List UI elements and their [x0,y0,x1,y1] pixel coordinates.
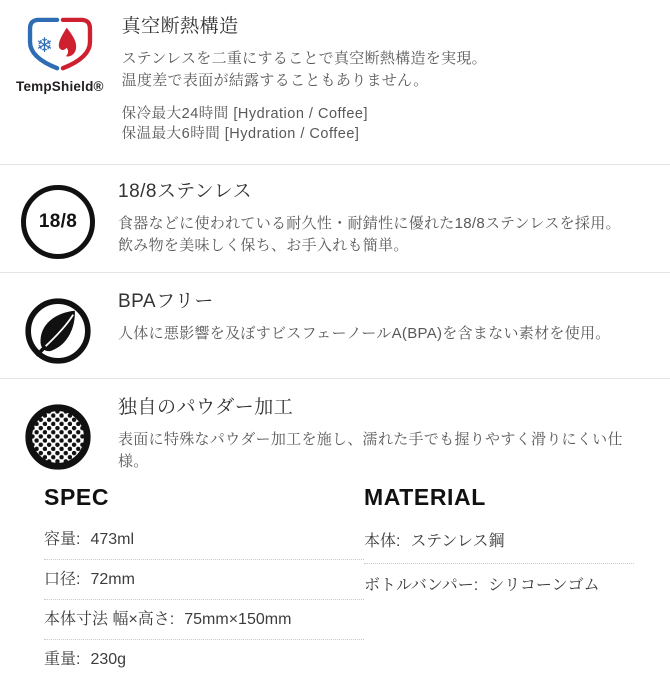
feature-title: 真空断熱構造 [121,16,239,37]
spec-row-mouth-diameter [44,560,364,600]
material-row-bumper [364,564,634,607]
spec-label: 口径: [44,571,81,588]
feature-content [104,14,660,164]
spec-label: 本体寸法 幅×高さ: [44,611,175,628]
insulation-notes [122,104,660,144]
spec-value: 473ml [90,531,135,548]
feature-title: 独自のパウダー加工 [118,397,294,418]
stainless-icon-col [16,179,100,272]
feature-powder-coating [0,378,670,478]
spec-row-capacity [44,520,364,560]
flame-icon [59,28,76,57]
cold-retention-note: 保冷最大24時間 [Hydration / Coffee] [121,106,368,122]
powder-texture-icon [22,401,94,473]
bpa-icon-col [16,289,100,378]
snowflake-icon: ❄ [35,32,53,57]
material-heading: MATERIAL [364,484,486,510]
feature-bpa-free [0,272,670,378]
feature-vacuum-insulation [0,0,670,164]
material-column [364,484,634,679]
material-row-body [364,520,634,564]
spec-label: 容量: [44,531,81,548]
spec-heading: SPEC [44,484,110,510]
leaf-icon [22,295,94,367]
feature-content [100,289,660,378]
feature-content [100,179,660,272]
feature-title: 18/8ステンレス [118,181,253,202]
spec-value: 230g [90,651,127,668]
heat-retention-note: 保温最大6時間 [Hydration / Coffee] [121,126,360,142]
tempshield-shield-icon [25,16,95,74]
spec-row-weight [44,640,364,679]
18-8-badge-icon [21,185,95,259]
feature-body-line: 温度差で表面が結露することもありません。 [121,72,429,89]
powder-icon-col [16,395,100,478]
feature-title: BPAフリー [118,291,214,312]
feature-body-line: 様。 [118,453,149,470]
spec-column [44,484,364,679]
material-label: 本体: [364,533,401,550]
feature-body-line: 表面に特殊なパウダー加工を施し、濡れた手でも握りやすく滑りにくい仕 [118,431,623,448]
spec-material-section [0,478,670,679]
feature-stainless [0,164,670,272]
spec-value: 72mm [90,571,135,588]
feature-body-line: 食器などに使われている耐久性・耐錆性に優れた18/8ステンレスを採用。 [118,215,621,232]
material-value: ステンレス鋼 [410,533,505,550]
spec-label: 重量: [44,651,81,668]
feature-body-line: ステンレスを二重にすることで真空断熱構造を実現。 [121,50,487,67]
feature-body-line: 人体に悪影響を及ぼすビスフェーノールA(BPA)を含まない素材を使用。 [118,325,611,342]
tempshield-logo [16,14,104,164]
tempshield-caption: TempShield® [16,79,104,94]
feature-body-line: 飲み物を美味しく保ち、お手入れも簡単。 [118,237,409,254]
spec-value: 75mm×150mm [184,611,292,628]
18-8-badge-text: 18/8 [38,211,78,232]
material-label: ボトルバンパー: [364,577,479,594]
feature-content [100,395,660,478]
spec-row-dimensions [44,600,364,640]
material-value: シリコーンゴム [488,577,600,594]
